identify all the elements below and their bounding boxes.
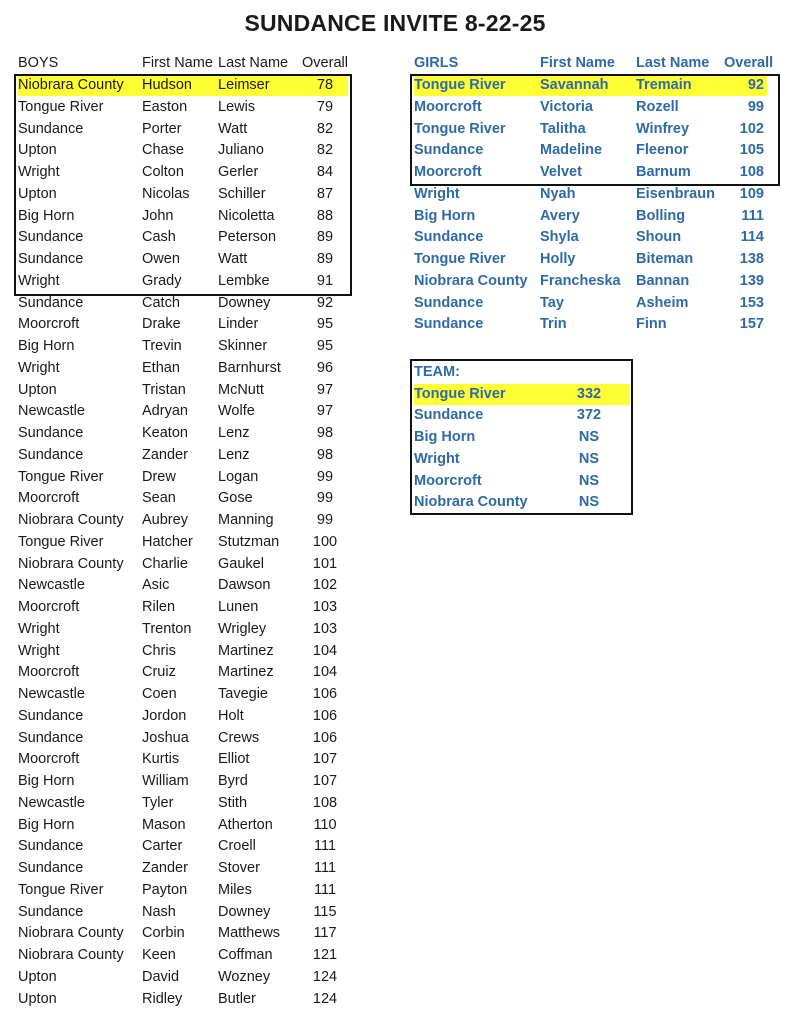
- boys-table-row-cell-1: Hatcher: [142, 533, 193, 550]
- boys-table-row: [18, 641, 348, 662]
- girls-table-row-cell-1: Madeline: [540, 142, 603, 159]
- boys-table-row-cell-3: 98: [316, 446, 334, 463]
- boys-table-row-cell-2: Logan: [218, 468, 259, 485]
- boys-table-row: [18, 532, 348, 553]
- team-table-row-cell-1: 372: [576, 407, 602, 424]
- boys-table-row-cell-0: Moorcroft: [18, 490, 80, 507]
- team-table-row-cell-0: Wright: [414, 450, 460, 467]
- boys-table-row-cell-2: Lembke: [218, 272, 270, 289]
- boys-table-row: [18, 423, 348, 444]
- boys-table-row-cell-1: Chris: [142, 642, 176, 659]
- boys-table-row-cell-1: Adryan: [142, 403, 188, 420]
- boys-table-row: [18, 815, 348, 836]
- team-table-row-cell-0: Niobrara County: [414, 494, 528, 511]
- girls-table-row-cell-2: Shoun: [636, 229, 682, 246]
- boys-table-row-cell-0: Sundance: [18, 903, 84, 920]
- boys-table-row-cell-1: Drew: [142, 468, 176, 485]
- boys-table-row-cell-2: Schiller: [218, 185, 266, 202]
- girls-table-row-cell-1: Avery: [540, 207, 580, 224]
- girls-header-row-cell-0: GIRLS: [414, 55, 459, 71]
- girls-table-row-cell-0: Big Horn: [414, 207, 476, 224]
- boys-table-row-cell-2: Gaukel: [218, 555, 264, 572]
- girls-table-row-cell-2: Biteman: [636, 251, 694, 267]
- boys-table-row-cell-1: Tyler: [142, 794, 174, 811]
- boys-table-row-cell-0: Wright: [18, 164, 60, 180]
- boys-table-row-cell-0: Big Horn: [18, 816, 75, 833]
- girls-header-row-cell-2: Last Name: [636, 55, 710, 71]
- boys-table-row-cell-3: 99: [316, 490, 334, 507]
- boys-table-row-cell-0: Sundance: [18, 294, 84, 311]
- girls-table-row-cell-1: Francheska: [540, 272, 621, 289]
- boys-table-row-cell-3: 106: [312, 729, 338, 746]
- boys-table-row-cell-1: Coen: [142, 686, 177, 702]
- boys-table-row: [18, 836, 348, 857]
- girls-table-row-cell-2: Eisenbraun: [636, 185, 715, 202]
- boys-table-row-cell-1: William: [142, 773, 189, 789]
- boys-table-row: [18, 945, 348, 966]
- boys-table-row-cell-0: Big Horn: [18, 773, 75, 789]
- boys-table-row-cell-3: 101: [312, 555, 338, 572]
- boys-table-row-cell-0: Moorcroft: [18, 664, 80, 681]
- boys-table-row-cell-0: Moorcroft: [18, 751, 80, 768]
- boys-table-row-cell-3: 104: [312, 664, 338, 681]
- boys-table-row-cell-3: 89: [316, 229, 334, 246]
- boys-table-row-cell-1: Drake: [142, 316, 181, 333]
- boys-table-row: [18, 989, 348, 1010]
- girls-table-row: [414, 184, 767, 205]
- boys-table-row: [18, 358, 348, 379]
- girls-table-row-cell-1: Holly: [540, 251, 576, 267]
- boys-table-row: [18, 467, 348, 488]
- boys-table-row-cell-3: 106: [312, 686, 338, 702]
- boys-table-row-cell-2: Butler: [218, 990, 256, 1007]
- boys-table-row-cell-2: Wrigley: [218, 620, 267, 637]
- girls-table-row: [414, 314, 767, 335]
- boys-top10-box: [14, 74, 352, 296]
- boys-table-row: [18, 793, 348, 814]
- boys-table-row-cell-0: Upton: [18, 990, 57, 1007]
- boys-table-row-cell-2: Crews: [218, 729, 260, 746]
- boys-table-row-cell-1: Ethan: [142, 359, 180, 376]
- boys-table-row-cell-1: Catch: [142, 294, 180, 311]
- girls-table-row: [414, 227, 767, 248]
- girls-table-row-cell-3: 109: [739, 185, 764, 202]
- boys-table-row-cell-2: Watt: [218, 120, 248, 137]
- boys-table-row: [18, 401, 348, 422]
- boys-table-row-cell-2: Matthews: [218, 925, 281, 942]
- boys-table-row-cell-3: 111: [313, 881, 337, 898]
- boys-table-row-cell-3: 78: [316, 77, 334, 93]
- boys-table-row-cell-0: Niobrara County: [18, 77, 124, 93]
- girls-table-row-cell-2: Finn: [636, 316, 667, 333]
- girls-table-row: [414, 271, 767, 292]
- boys-table-row-cell-1: Ridley: [142, 990, 183, 1007]
- boys-table-row-cell-0: Upton: [18, 142, 57, 159]
- girls-table-row-cell-2: Tremain: [636, 77, 692, 93]
- boys-table-row-cell-0: Newcastle: [18, 794, 85, 811]
- girls-table-row-cell-2: Winfrey: [636, 120, 690, 137]
- boys-table-row-cell-3: 103: [312, 620, 338, 637]
- team-table-row-cell-1: NS: [578, 429, 600, 445]
- boys-table-row: [18, 597, 348, 618]
- boys-header-row-cell-0: BOYS: [18, 55, 59, 71]
- boys-table-row-cell-1: Owen: [142, 251, 180, 267]
- boys-table-row: [18, 554, 348, 575]
- team-header: TEAM:: [414, 364, 460, 380]
- boys-table-row-cell-1: Trenton: [142, 620, 192, 637]
- boys-table-row-cell-0: Niobrara County: [18, 925, 124, 942]
- boys-table-row-cell-0: Sundance: [18, 860, 84, 876]
- boys-table-row-cell-0: Tongue River: [18, 468, 104, 485]
- girls-table-row-cell-0: Moorcroft: [414, 98, 482, 115]
- boys-table-row-cell-2: Lenz: [218, 446, 250, 463]
- girls-table-row-cell-1: Victoria: [540, 98, 593, 115]
- boys-table-row-cell-2: Holt: [218, 707, 244, 724]
- team-table-row-cell-0: Tongue River: [414, 385, 506, 402]
- boys-table-row: [18, 923, 348, 944]
- girls-table-row-cell-1: Trin: [540, 316, 567, 333]
- team-table-row-cell-1: 332: [576, 385, 602, 402]
- boys-table-row-cell-0: Upton: [18, 968, 57, 985]
- boys-table-row-cell-1: Cruiz: [142, 664, 176, 681]
- girls-table-row: [414, 206, 767, 227]
- boys-header-row: [18, 53, 348, 74]
- girls-table-row-cell-1: Tay: [540, 294, 564, 311]
- boys-table-row-cell-0: Sundance: [18, 251, 84, 267]
- boys-table-row-cell-3: 97: [316, 403, 334, 420]
- girls-table-row-cell-1: Talitha: [540, 120, 586, 137]
- boys-table-row: [18, 488, 348, 509]
- boys-table-row: [18, 749, 348, 770]
- boys-table-row-cell-1: Payton: [142, 881, 188, 898]
- boys-table-row-cell-2: Wolfe: [218, 403, 255, 420]
- girls-table-row-cell-0: Sundance: [414, 294, 484, 311]
- boys-table-row-cell-2: Skinner: [218, 338, 268, 354]
- boys-table-row-cell-1: Zander: [142, 860, 188, 876]
- boys-table-row: [18, 619, 348, 640]
- boys-table-row-cell-1: Sean: [142, 490, 176, 507]
- boys-table-row-cell-2: Linder: [218, 316, 259, 333]
- boys-table-row-cell-2: Martinez: [218, 664, 274, 681]
- boys-table-row-cell-2: Croell: [218, 838, 256, 855]
- boys-table-row-cell-3: 100: [312, 533, 338, 550]
- boys-table-row-cell-0: Big Horn: [18, 338, 75, 354]
- boys-table-row-cell-3: 88: [316, 207, 334, 224]
- boys-table-row: [18, 684, 348, 705]
- boys-table-row-cell-1: Mason: [142, 816, 186, 833]
- boys-table-row-cell-1: Tristan: [142, 381, 186, 398]
- boys-table-row-cell-2: Stover: [218, 860, 260, 876]
- boys-table-row-cell-0: Niobrara County: [18, 555, 124, 572]
- girls-table-row-cell-0: Moorcroft: [414, 164, 482, 180]
- boys-table-row-cell-3: 82: [316, 142, 334, 159]
- boys-table-row-cell-2: Lunen: [218, 599, 259, 615]
- girls-table-row-cell-1: Velvet: [540, 164, 582, 180]
- boys-table-row-cell-1: Keen: [142, 947, 176, 963]
- boys-table-row-cell-0: Wright: [18, 272, 60, 289]
- boys-table-row-cell-1: Grady: [142, 272, 182, 289]
- boys-table-row: [18, 336, 348, 357]
- boys-table-row-cell-2: McNutt: [218, 381, 264, 398]
- girls-table-row-cell-2: Fleenor: [636, 142, 689, 159]
- team-table-row-cell-0: Moorcroft: [414, 472, 482, 489]
- boys-table-row-cell-3: 96: [316, 359, 334, 376]
- boys-table-row-cell-2: Tavegie: [218, 686, 268, 702]
- boys-table-row-cell-3: 99: [316, 512, 334, 528]
- boys-table-row-cell-2: Stith: [218, 794, 248, 811]
- girls-table-row-cell-0: Tongue River: [414, 77, 506, 93]
- boys-table-row-cell-2: Gose: [218, 490, 253, 507]
- boys-table-row: [18, 706, 348, 727]
- boys-table-row-cell-2: Atherton: [218, 816, 273, 833]
- girls-table-row-cell-0: Wright: [414, 185, 460, 202]
- boys-table-row-cell-0: Moorcroft: [18, 316, 80, 333]
- girls-table-row-cell-3: 157: [739, 316, 764, 333]
- boys-table-row-cell-2: Nicoletta: [218, 207, 275, 224]
- boys-table-row-cell-3: 89: [316, 251, 334, 267]
- girls-header-row-cell-1: First Name: [540, 55, 615, 71]
- boys-table-row-cell-2: Wozney: [218, 968, 271, 985]
- boys-table-row-cell-2: Manning: [218, 512, 274, 528]
- boys-table-row-cell-0: Wright: [18, 642, 60, 659]
- boys-table-row-cell-1: Hudson: [142, 77, 192, 93]
- boys-table-row-cell-0: Sundance: [18, 229, 84, 246]
- boys-table-row-cell-0: Niobrara County: [18, 512, 124, 528]
- boys-table-row-cell-3: 115: [313, 903, 337, 920]
- boys-table-row-cell-3: 98: [316, 425, 334, 441]
- team-table-row-cell-1: NS: [578, 494, 600, 511]
- girls-table-row: [414, 293, 767, 314]
- boys-table-row-cell-0: Newcastle: [18, 686, 85, 702]
- boys-table-row: [18, 510, 348, 531]
- boys-table-row-cell-1: Nicolas: [142, 185, 190, 202]
- girls-table-row-cell-2: Asheim: [636, 294, 689, 311]
- boys-table-row-cell-1: Corbin: [142, 925, 185, 942]
- boys-table-row-cell-3: 79: [316, 98, 334, 115]
- boys-table-row-cell-1: Jordon: [142, 707, 187, 724]
- boys-table-row-cell-3: 104: [312, 642, 338, 659]
- girls-table-row-cell-0: Sundance: [414, 316, 484, 333]
- boys-table-row-cell-3: 111: [313, 838, 337, 855]
- boys-table-row-cell-2: Coffman: [218, 947, 273, 963]
- boys-table-row-cell-1: Chase: [142, 142, 184, 159]
- boys-table-row-cell-0: Sundance: [18, 446, 84, 463]
- girls-table-row-cell-1: Shyla: [540, 229, 579, 246]
- boys-table-row-cell-3: 95: [316, 338, 334, 354]
- boys-table-row: [18, 575, 348, 596]
- boys-table-row-cell-2: Byrd: [218, 773, 248, 789]
- boys-table-row-cell-1: Trevin: [142, 338, 182, 354]
- boys-table-row-cell-1: Porter: [142, 120, 182, 137]
- boys-table-row-cell-2: Watt: [218, 251, 248, 267]
- boys-table-row-cell-3: 121: [312, 947, 338, 963]
- boys-table-row-cell-3: 107: [312, 773, 338, 789]
- boys-table-row-cell-0: Wright: [18, 359, 60, 376]
- boys-table-row-cell-2: Leimser: [218, 77, 270, 93]
- boys-table-row: [18, 380, 348, 401]
- boys-table-row: [18, 967, 348, 988]
- boys-header-row-cell-2: Last Name: [218, 55, 289, 71]
- boys-table-row: [18, 880, 348, 901]
- boys-table-row: [18, 902, 348, 923]
- girls-table-row: [414, 249, 767, 270]
- girls-header-row: [414, 53, 774, 74]
- girls-table-row-cell-3: 139: [739, 272, 764, 289]
- boys-table-row-cell-2: Gerler: [218, 164, 259, 180]
- boys-table-row-cell-0: Tongue River: [18, 533, 104, 550]
- boys-table-row-cell-0: Sundance: [18, 838, 84, 855]
- boys-table-row-cell-2: Lenz: [218, 425, 250, 441]
- boys-table-row: [18, 728, 348, 749]
- boys-table-row-cell-1: Charlie: [142, 555, 188, 572]
- boys-table-row-cell-1: Carter: [142, 838, 183, 855]
- boys-table-row-cell-1: Keaton: [142, 425, 188, 441]
- girls-table-row-cell-1: Nyah: [540, 185, 576, 202]
- girls-header-row-cell-3: Overall: [724, 55, 774, 71]
- girls-table-row-cell-3: 138: [739, 251, 764, 267]
- boys-table-row-cell-3: 97: [316, 381, 334, 398]
- boys-table-row-cell-0: Niobrara County: [18, 947, 124, 963]
- boys-table-row: [18, 445, 348, 466]
- boys-table-row-cell-3: 92: [316, 294, 334, 311]
- boys-table-row-cell-0: Sundance: [18, 707, 84, 724]
- boys-table-row: [18, 771, 348, 792]
- boys-table-row-cell-2: Downey: [218, 294, 271, 311]
- boys-table-row: [18, 662, 348, 683]
- boys-table-row-cell-0: Tongue River: [18, 98, 104, 115]
- team-table-row-cell-1: NS: [578, 450, 600, 467]
- boys-table-row-cell-0: Wright: [18, 620, 60, 637]
- boys-table-row-cell-0: Tongue River: [18, 881, 104, 898]
- girls-table-row-cell-0: Tongue River: [414, 120, 506, 137]
- boys-table-row: [18, 314, 348, 335]
- boys-table-row-cell-3: 124: [312, 990, 338, 1007]
- boys-table-row-cell-2: Barnhurst: [218, 359, 281, 376]
- boys-table-row-cell-1: David: [142, 968, 180, 985]
- team-box: [410, 359, 633, 515]
- boys-table-row-cell-3: 124: [312, 968, 338, 985]
- boys-table-row-cell-3: 91: [316, 272, 334, 289]
- boys-table-row-cell-2: Downey: [218, 903, 271, 920]
- boys-table-row-cell-3: 95: [316, 316, 334, 333]
- boys-table-row-cell-3: 117: [313, 925, 337, 942]
- boys-table-row-cell-0: Upton: [18, 185, 57, 202]
- girls-table-row-cell-3: 102: [739, 120, 764, 137]
- girls-table-row-cell-3: 114: [740, 229, 764, 246]
- boys-table-row-cell-1: John: [142, 207, 174, 224]
- girls-top5-box: [410, 74, 780, 186]
- girls-table-row-cell-0: Sundance: [414, 229, 484, 246]
- boys-table-row-cell-1: Asic: [142, 577, 170, 594]
- boys-table-row-cell-0: Sundance: [18, 120, 84, 137]
- boys-table-row-cell-1: Rilen: [142, 599, 176, 615]
- boys-table-row-cell-1: Zander: [142, 446, 188, 463]
- boys-table-row-cell-3: 84: [316, 164, 334, 180]
- girls-table-row-cell-2: Bannan: [636, 272, 690, 289]
- boys-table-row-cell-3: 87: [316, 185, 334, 202]
- boys-table-row-cell-3: 110: [313, 816, 337, 833]
- boys-table-row-cell-2: Martinez: [218, 642, 274, 659]
- boys-table-row-cell-0: Big Horn: [18, 207, 75, 224]
- boys-table-row-cell-0: Moorcroft: [18, 599, 80, 615]
- team-table-row-cell-0: Sundance: [414, 407, 484, 424]
- boys-table-row-cell-2: Elliot: [218, 751, 250, 768]
- boys-table-row-cell-0: Upton: [18, 381, 57, 398]
- boys-table-row-cell-1: Easton: [142, 98, 188, 115]
- boys-table-row-cell-1: Aubrey: [142, 512, 188, 528]
- girls-table-row-cell-3: 111: [741, 207, 764, 224]
- boys-table-row-cell-1: Kurtis: [142, 751, 180, 768]
- boys-table-row-cell-3: 108: [312, 794, 338, 811]
- boys-table-row-cell-1: Colton: [142, 164, 184, 180]
- boys-table-row-cell-1: Nash: [142, 903, 176, 920]
- girls-table-row-cell-2: Bolling: [636, 207, 686, 224]
- boys-table-row-cell-2: Juliano: [218, 142, 264, 159]
- girls-table-row-cell-0: Tongue River: [414, 251, 506, 267]
- boys-table-row-cell-2: Peterson: [218, 229, 277, 246]
- boys-table-row-cell-3: 99: [316, 468, 334, 485]
- girls-table-row-cell-3: 105: [739, 142, 764, 159]
- boys-table-row-cell-3: 111: [313, 860, 337, 876]
- boys-table-row-cell-3: 106: [312, 707, 338, 724]
- girls-table-row-cell-3: 108: [739, 164, 764, 180]
- boys-table-row-cell-0: Sundance: [18, 425, 84, 441]
- boys-table-row-cell-0: Newcastle: [18, 577, 85, 594]
- girls-table-row-cell-3: 92: [747, 77, 764, 93]
- page-title: SUNDANCE INVITE 8-22-25: [244, 10, 546, 36]
- girls-table-row-cell-3: 99: [747, 98, 764, 115]
- boys-header-row-cell-3: Overall: [302, 55, 348, 71]
- boys-table-row-cell-3: 107: [312, 751, 338, 768]
- boys-table-row-cell-0: Sundance: [18, 729, 84, 746]
- girls-table-row-cell-0: Sundance: [414, 142, 484, 159]
- boys-table-row-cell-0: Newcastle: [18, 403, 85, 420]
- boys-header-row-cell-1: First Name: [142, 55, 213, 71]
- boys-table-row-cell-1: Joshua: [142, 729, 189, 746]
- girls-table-row-cell-0: Niobrara County: [414, 272, 528, 289]
- boys-table-row-cell-2: Dawson: [218, 577, 271, 594]
- boys-table-row-cell-3: 82: [316, 120, 334, 137]
- team-table-row-cell-1: NS: [578, 472, 600, 489]
- girls-table-row-cell-1: Savannah: [540, 77, 609, 93]
- boys-table-row-cell-3: 102: [312, 577, 338, 594]
- boys-table-row-cell-2: Stutzman: [218, 533, 280, 550]
- girls-table-row-cell-2: Barnum: [636, 164, 691, 180]
- team-table-row-cell-0: Big Horn: [414, 429, 476, 445]
- boys-table-row-cell-2: Lewis: [218, 98, 256, 115]
- boys-table-row: [18, 858, 348, 879]
- boys-table-row-cell-1: Cash: [142, 229, 176, 246]
- boys-table-row-cell-2: Miles: [218, 881, 252, 898]
- girls-table-row-cell-3: 153: [739, 294, 764, 311]
- boys-table-row-cell-3: 103: [312, 599, 338, 615]
- girls-table-row-cell-2: Rozell: [636, 98, 679, 115]
